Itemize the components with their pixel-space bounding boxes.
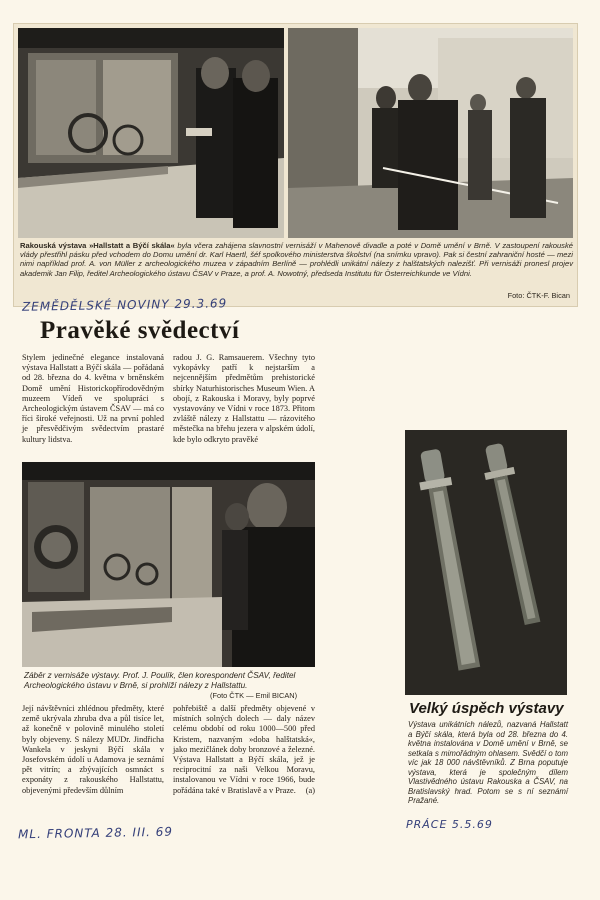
ribbon-cutting-photo xyxy=(288,28,573,238)
top-caption-bold: Rakouská výstava »Hallstatt a Býčí skála« xyxy=(20,241,175,250)
poulik-photo-credit: (Foto ČTK — Emil BICAN) xyxy=(210,691,298,700)
main-col-4-text: pohřebiště a další předměty objevené v místních solných dolech — daly název celému období od roku 1000—500 před Kristem, nazvaným »doba halštatská«, jako mezičlánek doby bronzové a železné. Výstava Hallstatt a Býčí skála, jež je reciprocitní za naši Velkou Moravu, instalovanou ve Vídni v roce 1966, bude pořádána také v Bratislavě a v Praze. xyxy=(173,704,315,795)
poulik-photo-caption: Záběr z vernisáže výstavy. Prof. J. Poulík, člen korespondent ČSAV, ředitel Archeologického ústavu v Brně, si prohlíží nálezy z Hallstattu. xyxy=(24,671,296,690)
dagger-photo xyxy=(405,430,567,695)
main-source-note: ML. FRONTA 28. III. 69 xyxy=(17,824,174,842)
poulik-photo-image xyxy=(22,462,315,667)
main-col-4-sign: (a) xyxy=(305,785,315,795)
dagger-photo-image xyxy=(405,430,567,695)
top-caption-text: byla včera zahájena slavnostní vernisáží v Mahenově divadle a poté v Domě umění v Brně. V zastoupení rakouské vlády přestřihl pásku před vchodem do Domu umění dr. Karl Haertl, šéf spolkového ministerstva školství (na snímku vpravo). Pak si čestní zahraniční hosté — mezi nimi například prof. A. von Müller z archeologického muzea v západním Berlíně — prohlédli unikátní nálezy z halštatských nalezišť. Při vernisáži pronesl projev akademik Jan Filip, ředitel Archeologického ústavu ČSAV v Praze, a prof. A. Nowotný, předseda Institutu für Österreichkunde ve Vídni. xyxy=(20,241,574,278)
top-source-note: ZEMĚDĚLSKÉ NOVINY 29.3.69 xyxy=(21,296,228,314)
side-headline: Velký úspěch výstavy xyxy=(409,700,564,717)
side-source-note: PRÁCE 5.5.69 xyxy=(406,818,493,831)
main-col-2: radou J. G. Ramsauerem. Všechny tyto vykopávky patří k nejstarším a nejcennějším předmětům prehistorické sbírky Naturhistorisches Museum Wien. A obojí, z Rakouska i Moravy, byly poprvé vystavovány ve Vídni v roce 1873. Přitom zvláště nálezy z Hallstattu — rázovitého městečka na břehu jezera v alpském údolí, kde bylo odkryto pravěké xyxy=(173,353,315,444)
poulik-photo xyxy=(22,462,315,667)
top-photo-credit: Foto: ČTK-F. Bican xyxy=(507,291,570,300)
ribbon-cutting-image xyxy=(288,28,573,238)
vitrine-photo-image xyxy=(18,28,284,238)
main-col-4 xyxy=(173,704,315,796)
main-headline: Pravěké svědectví xyxy=(40,317,240,344)
vitrine-photo xyxy=(18,28,284,238)
side-article-body: Výstava unikátních nálezů, nazvaná Hallstatt a Býčí skála, která byla od 28. března do 4. května instalována v Domě umění v Brně, se setkala s mimořádným ohlasem. Svědčí o tom víc jak 18 000 návštěvníků. Z Brna poputuje výstava, která je společným dílem Vlastivědného ústavu Rakouska a ČSAV, na Bratislavský hrad. Potom se s ní seznámí Pražané. xyxy=(408,720,568,805)
main-col-1: Stylem jedinečné elegance instalovaná výstava Hallstatt a Býčí skála — pořádaná od 28. března do 4. května v brněnském Domě umění Historickopřírodovědným muzeem Vídeň ve spolupráci s Archeologickým ústavem ČSAV — má co říci široké veřejnosti. Už na první pohled je přesvědčivým svědectvím prastaré kultury lidstva. xyxy=(22,353,164,444)
top-photo-caption xyxy=(20,241,573,278)
main-col-3: Její návštěvníci zhlédnou předměty, které země ukrývala zhruba dva a půl tisíce let, až konečně v polovině minulého století byly objeveny. S nálezy MUDr. Jindřicha Wankela v jeskyni Býčí skála v Josefovském údolí u Adamova je seznámí pět vitrín; a zbývajících osmnáct s exponáty z rakouského Hallstattu, objevenými především důlním xyxy=(22,704,164,795)
